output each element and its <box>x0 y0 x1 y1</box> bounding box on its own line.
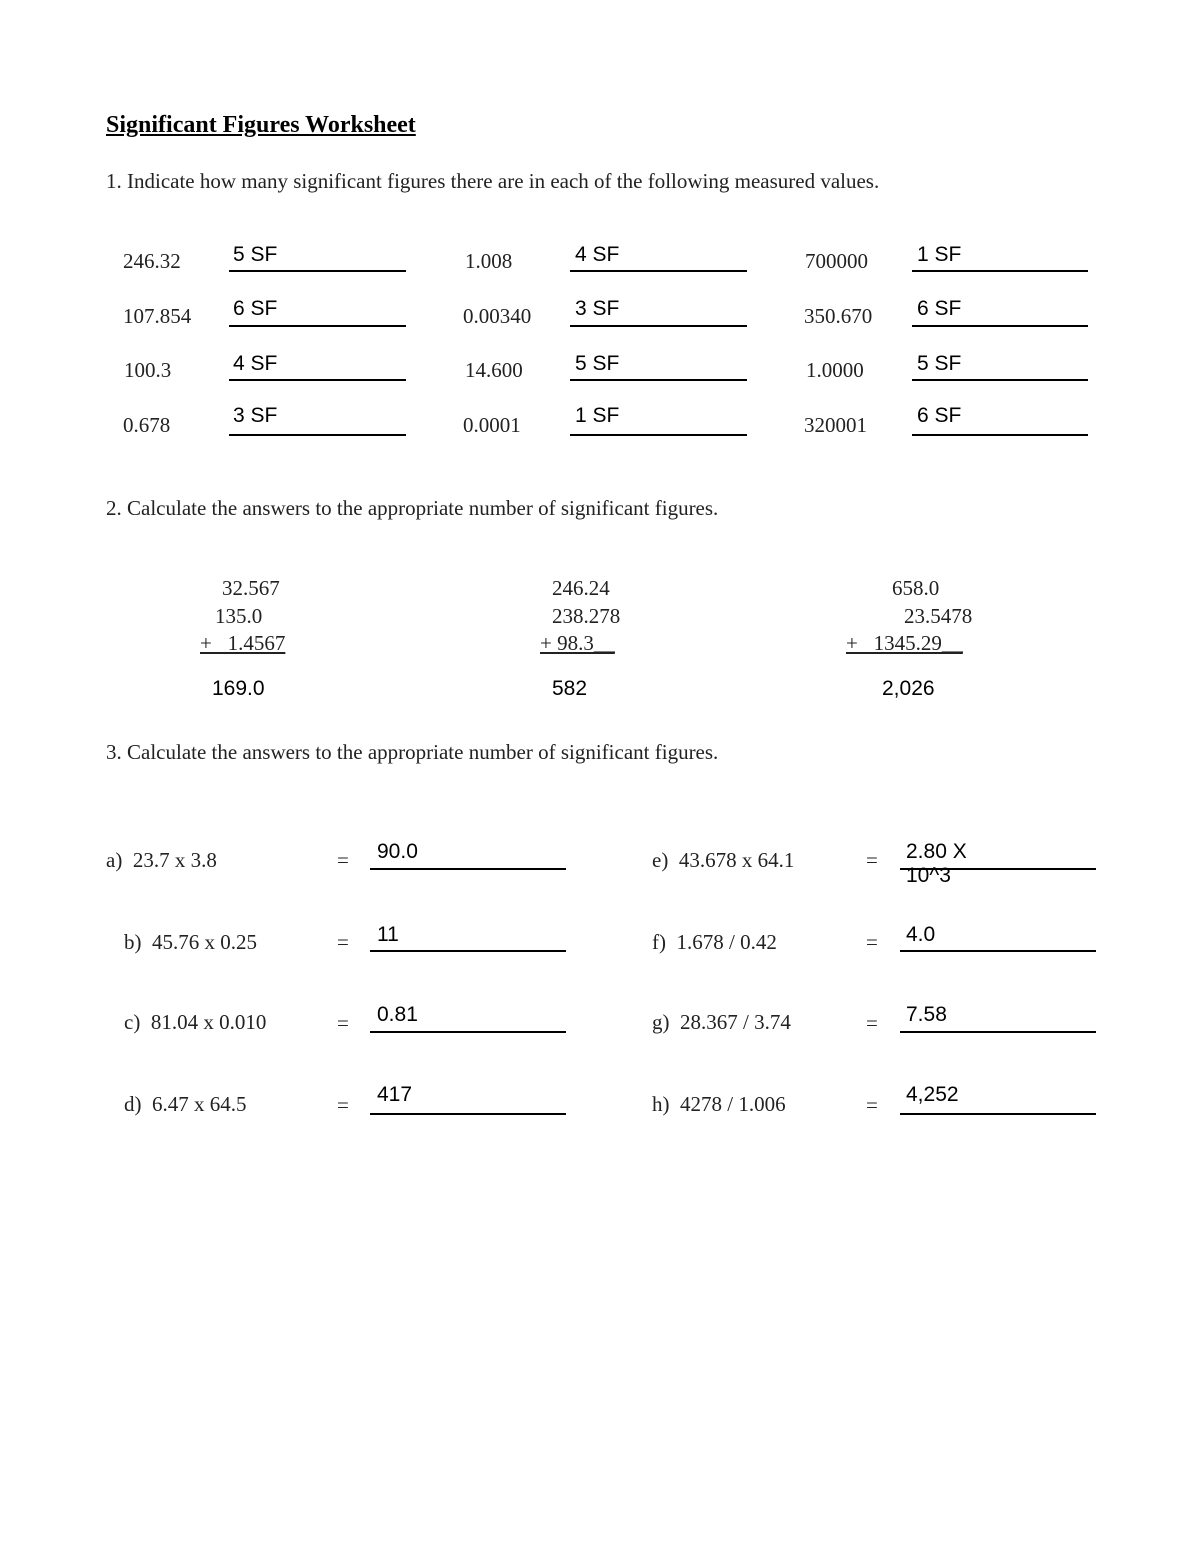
addend: 23.5478 <box>904 604 973 628</box>
equals-sign: = <box>337 1093 349 1117</box>
q1-value: 320001 <box>804 413 867 437</box>
sum-answer[interactable]: 169.0 <box>212 677 265 700</box>
q3-problem-label: c) 81.04 x 0.010 <box>124 1010 267 1034</box>
answer-line <box>900 950 1096 952</box>
addend-with-plus: + 98.3__ <box>540 631 615 655</box>
q1-prompt: 1. Indicate how many significant figures there are in each of the following measured values. <box>106 169 880 193</box>
q1-value: 100.3 <box>124 358 172 382</box>
q3-problem-label: a) 23.7 x 3.8 <box>106 848 217 872</box>
q2-prompt: 2. Calculate the answers to the appropriate number of significant figures. <box>106 496 719 520</box>
answer-line <box>912 379 1088 381</box>
equals-sign: = <box>866 1011 878 1035</box>
page-title: Significant Figures Worksheet <box>106 112 416 138</box>
q1-value: 246.32 <box>123 249 181 273</box>
equals-sign: = <box>337 848 349 872</box>
addend: 32.567 <box>222 576 280 600</box>
answer-line <box>900 1113 1096 1115</box>
q1-value: 1.008 <box>465 249 513 273</box>
sum-answer[interactable]: 2,026 <box>882 677 935 700</box>
sum-answer[interactable]: 582 <box>552 677 588 700</box>
q3-problem-label: f) 1.678 / 0.42 <box>652 930 777 954</box>
answer-line <box>229 325 406 327</box>
q1-answer[interactable]: 6 SF <box>917 297 962 320</box>
q1-value: 107.854 <box>123 304 192 328</box>
q1-answer[interactable]: 5 SF <box>917 352 962 375</box>
q3-problem-label: d) 6.47 x 64.5 <box>124 1092 247 1116</box>
q1-answer[interactable]: 5 SF <box>575 352 620 375</box>
equals-sign: = <box>337 1011 349 1035</box>
q1-value: 14.600 <box>465 358 523 382</box>
answer-line <box>570 379 747 381</box>
q1-answer[interactable]: 5 SF <box>233 243 278 266</box>
addend: 658.0 <box>892 576 940 600</box>
q3-answer-line2[interactable]: 10^3 <box>906 864 951 887</box>
q3-answer[interactable]: 417 <box>377 1083 413 1106</box>
answer-line <box>370 1113 566 1115</box>
q3-answer[interactable]: 0.81 <box>377 1003 418 1026</box>
equals-sign: = <box>866 930 878 954</box>
q3-answer[interactable]: 4.0 <box>906 923 936 946</box>
q1-value: 0.678 <box>123 413 171 437</box>
q1-answer[interactable]: 3 SF <box>575 297 620 320</box>
q3-answer[interactable]: 11 <box>377 923 399 946</box>
answer-line <box>229 434 406 436</box>
q1-value: 0.0001 <box>463 413 521 437</box>
q3-answer[interactable]: 7.58 <box>906 1003 947 1026</box>
q3-problem-label: e) 43.678 x 64.1 <box>652 848 795 872</box>
q3-answer[interactable]: 4,252 <box>906 1083 959 1106</box>
q1-answer[interactable]: 4 SF <box>233 352 278 375</box>
q1-answer[interactable]: 3 SF <box>233 404 278 427</box>
addend: 238.278 <box>552 604 621 628</box>
addend-with-plus: + 1345.29__ <box>846 631 963 655</box>
q3-answer[interactable]: 90.0 <box>377 840 418 863</box>
q3-answer-line1[interactable]: 2.80 X <box>906 840 967 863</box>
q1-answer[interactable]: 4 SF <box>575 243 620 266</box>
answer-line <box>370 1031 566 1033</box>
answer-line <box>229 379 406 381</box>
answer-line <box>570 270 747 272</box>
q3-prompt: 3. Calculate the answers to the appropriate number of significant figures. <box>106 740 719 764</box>
answer-line <box>912 434 1088 436</box>
q1-value: 350.670 <box>804 304 873 328</box>
q3-problem-label: g) 28.367 / 3.74 <box>652 1010 791 1034</box>
equals-sign: = <box>866 1093 878 1117</box>
answer-line <box>900 868 1096 870</box>
addend-with-plus: + 1.4567 <box>200 631 286 655</box>
addend: 135.0 <box>215 604 263 628</box>
answer-line <box>912 325 1088 327</box>
q1-answer[interactable]: 1 SF <box>917 243 962 266</box>
q1-value: 700000 <box>805 249 868 273</box>
answer-line <box>570 434 747 436</box>
addend: 246.24 <box>552 576 610 600</box>
q1-answer[interactable]: 1 SF <box>575 404 620 427</box>
answer-line <box>900 1031 1096 1033</box>
q3-problem-label: h) 4278 / 1.006 <box>652 1092 786 1116</box>
q1-answer[interactable]: 6 SF <box>233 297 278 320</box>
answer-line <box>229 270 406 272</box>
answer-line <box>370 868 566 870</box>
equals-sign: = <box>337 930 349 954</box>
answer-line <box>370 950 566 952</box>
answer-line <box>570 325 747 327</box>
q1-answer[interactable]: 6 SF <box>917 404 962 427</box>
equals-sign: = <box>866 848 878 872</box>
q1-value: 0.00340 <box>463 304 532 328</box>
answer-line <box>912 270 1088 272</box>
q1-value: 1.0000 <box>806 358 864 382</box>
q3-problem-label: b) 45.76 x 0.25 <box>124 930 257 954</box>
